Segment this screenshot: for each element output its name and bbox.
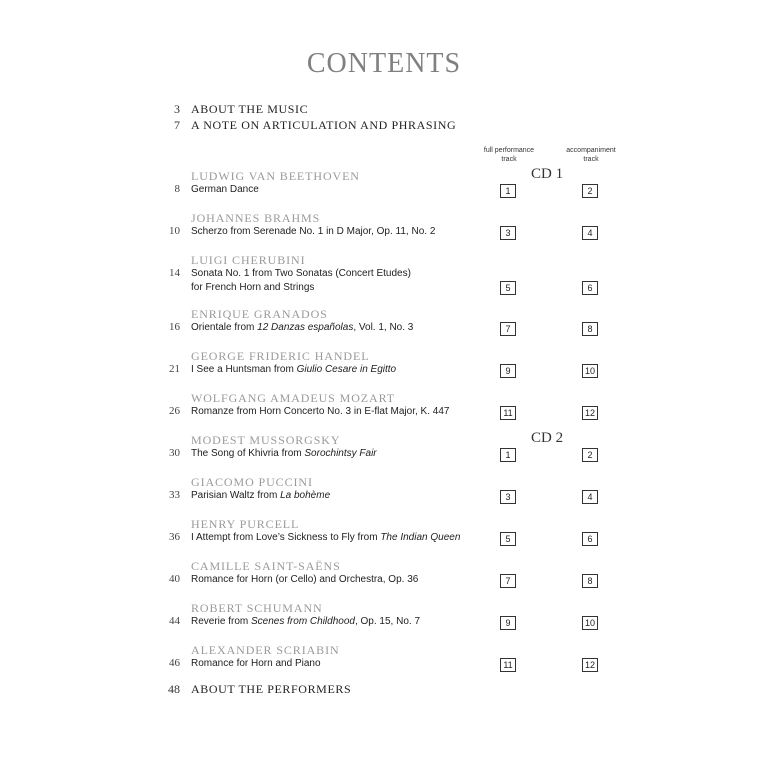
section-title: A NOTE ON ARTICULATION AND PHRASING (191, 118, 457, 132)
page-number: 36 (169, 531, 180, 543)
piece-title: Orientale from 12 Danzas españolas, Vol. 1, No. 3 (191, 322, 414, 333)
contents-entry (0, 643, 768, 683)
full-performance-header: full performance track (483, 147, 535, 163)
accompaniment-track: 6 (582, 532, 598, 546)
composer-name: MODEST MUSSORGSKY (191, 433, 341, 447)
full-performance-track: 9 (500, 616, 516, 630)
composer-name: GEORGE FRIDERIC HANDEL (191, 349, 370, 363)
page-number: 44 (169, 615, 180, 627)
composer-name: LUIGI CHERUBINI (191, 253, 306, 267)
composer-name: LUDWIG VAN BEETHOVEN (191, 169, 360, 183)
accompaniment-track: 2 (582, 448, 598, 462)
full-performance-track: 7 (500, 322, 516, 336)
page-number: 8 (174, 183, 180, 195)
contents-entry (0, 391, 768, 431)
full-performance-track: 3 (500, 226, 516, 240)
composer-name: WOLFGANG AMADEUS MOZART (191, 391, 395, 405)
accompaniment-track: 12 (582, 406, 598, 420)
accompaniment-track: 4 (582, 226, 598, 240)
piece-title: Romance for Horn (or Cello) and Orchestra, Op. 36 (191, 574, 419, 585)
full-performance-track: 9 (500, 364, 516, 378)
piece-title: German Dance (191, 184, 259, 195)
page-number: 10 (169, 225, 180, 237)
page-number: 26 (169, 405, 180, 417)
contents-entry (0, 475, 768, 515)
piece-title: Parisian Waltz from La bohème (191, 490, 331, 501)
full-performance-track: 5 (500, 532, 516, 546)
accompaniment-track: 12 (582, 658, 598, 672)
accompaniment-track: 10 (582, 616, 598, 630)
piece-title: Sonata No. 1 from Two Sonatas (Concert Etudes) (191, 268, 411, 279)
contents-entry (0, 559, 768, 599)
full-performance-track: 1 (500, 448, 516, 462)
page-number: 3 (174, 102, 180, 116)
contents-entry (0, 601, 768, 641)
composer-name: ENRIQUE GRANADOS (191, 307, 328, 321)
page-number: 46 (169, 657, 180, 669)
accompaniment-track: 6 (582, 281, 598, 295)
page-number: 16 (169, 321, 180, 333)
contents-entry (0, 169, 768, 209)
page-number: 30 (169, 447, 180, 459)
piece-title: Scherzo from Serenade No. 1 in D Major, Op. 11, No. 2 (191, 226, 436, 237)
contents-entry (0, 433, 768, 473)
contents-entry (0, 307, 768, 347)
page-title: CONTENTS (306, 48, 462, 79)
full-performance-track: 3 (500, 490, 516, 504)
page-number: 14 (169, 267, 180, 279)
accompaniment-track: 2 (582, 184, 598, 198)
piece-title: Romanze from Horn Concerto No. 3 in E-flat Major, K. 447 (191, 406, 450, 417)
composer-name: ALEXANDER SCRIABIN (191, 643, 340, 657)
piece-title: The Song of Khivria from Sorochintsy Fair (191, 448, 377, 459)
full-performance-track: 11 (500, 658, 516, 672)
accompaniment-track: 8 (582, 322, 598, 336)
full-performance-track: 1 (500, 184, 516, 198)
composer-name: ROBERT SCHUMANN (191, 601, 323, 615)
composer-name: GIACOMO PUCCINI (191, 475, 313, 489)
accompaniment-track: 8 (582, 574, 598, 588)
piece-title: Reverie from Scenes from Childhood, Op. 15, No. 7 (191, 616, 421, 627)
page-number: 33 (169, 489, 180, 501)
page-number: 48 (168, 682, 180, 696)
piece-title: Romance for Horn and Piano (191, 658, 321, 669)
full-performance-track: 11 (500, 406, 516, 420)
accompaniment-track: 4 (582, 490, 598, 504)
section-title: ABOUT THE MUSIC (191, 102, 309, 116)
contents-entry (0, 211, 768, 251)
piece-title: I Attempt from Love’s Sickness to Fly from The Indian Queen (191, 532, 461, 543)
page-number: 7 (174, 118, 180, 132)
cd-1-label: CD 1 (531, 166, 564, 182)
page-number: 21 (169, 363, 180, 375)
piece-title: I See a Huntsman from Giulio Cesare in Egitto (191, 364, 397, 375)
accompaniment-track: 10 (582, 364, 598, 378)
composer-name: CAMILLE SAINT-SAËNS (191, 559, 341, 573)
piece-title: for French Horn and Strings (191, 282, 315, 293)
full-performance-track: 5 (500, 281, 516, 295)
contents-entry (0, 253, 768, 293)
composer-name: JOHANNES BRAHMS (191, 211, 321, 225)
accompaniment-header: accompaniment track (566, 147, 616, 163)
section-title: ABOUT THE PERFORMERS (191, 682, 352, 696)
contents-entry (0, 349, 768, 389)
page-number: 40 (169, 573, 180, 585)
full-performance-track: 7 (500, 574, 516, 588)
composer-name: HENRY PURCELL (191, 517, 300, 531)
cd-2-label: CD 2 (531, 430, 564, 446)
contents-entry (0, 517, 768, 557)
